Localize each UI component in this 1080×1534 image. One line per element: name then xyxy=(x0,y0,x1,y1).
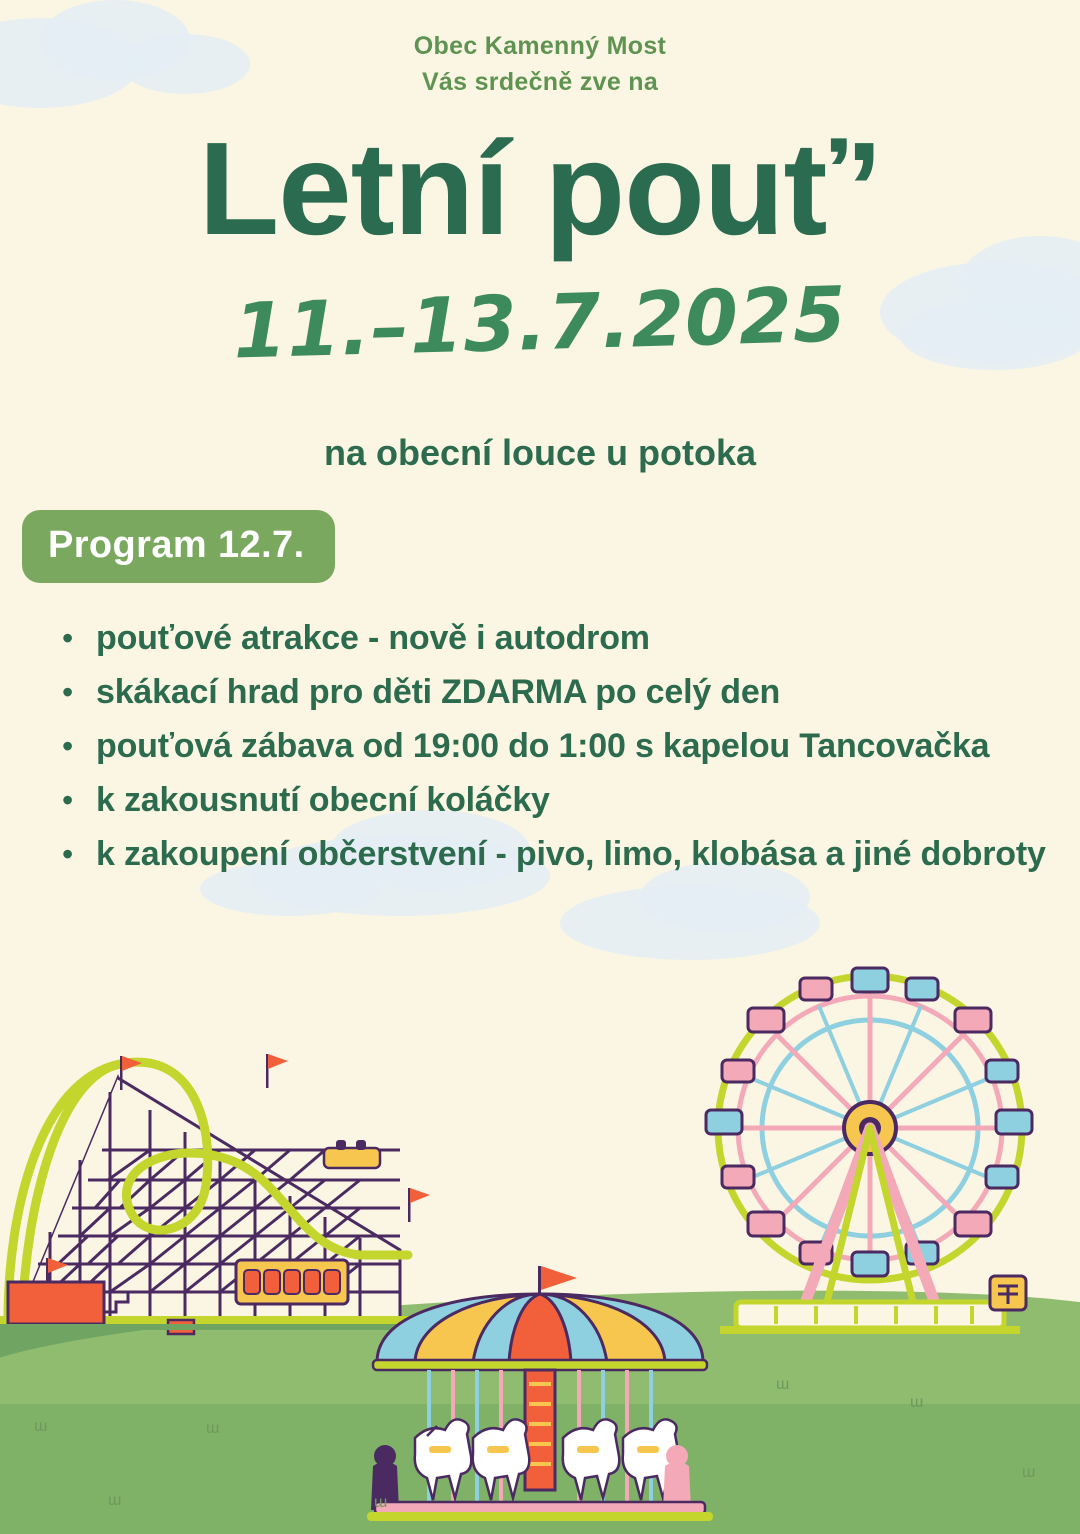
grass-tuft: ɯ xyxy=(206,1420,219,1437)
invitation-line-2: Vás srdečně zve na xyxy=(421,68,659,97)
grass-tuft: ɯ xyxy=(108,1492,121,1509)
list-item xyxy=(62,720,1052,772)
program-list xyxy=(62,612,1052,882)
flag-icon xyxy=(541,1266,577,1290)
ticket-booth-sign xyxy=(990,1276,1026,1310)
invitation-text xyxy=(0,28,1080,101)
grass-tuft: ɯ xyxy=(776,1376,789,1393)
list-item-label: pouťové atrakce - nově i autodrom xyxy=(96,619,650,657)
list-item-label: skákací hrad pro děti ZDARMA po celý den xyxy=(96,673,781,711)
bullet-marker-icon: • xyxy=(62,836,74,872)
list-item xyxy=(62,828,1052,880)
list-item-label: k zakoupení občerstvení - pivo, limo, klobása a jiné dobroty xyxy=(96,835,1046,873)
list-item xyxy=(62,774,1052,826)
event-location: na obecní louce u potoka xyxy=(323,432,757,473)
grass-tuft: ɯ xyxy=(910,1394,923,1411)
grass-tuft: ɯ xyxy=(374,1494,387,1511)
grass-tuft: ɯ xyxy=(34,1418,47,1435)
page-title: Letní pouť’ xyxy=(198,115,882,262)
list-item-label: pouťová zábava od 19:00 do 1:00 s kapelou Tancovačka xyxy=(96,727,990,765)
invitation-line-1: Obec Kamenný Most xyxy=(413,32,667,60)
bullet-marker-icon: • xyxy=(62,674,74,710)
list-item xyxy=(62,612,1052,664)
bullet-marker-icon: • xyxy=(62,728,74,764)
bullet-marker-icon: • xyxy=(62,782,74,818)
list-item-label: k zakousnutí obecní koláčky xyxy=(96,781,550,819)
grass-tuft: ɯ xyxy=(1022,1464,1035,1481)
ferris-wheel-illustration xyxy=(700,960,1040,1360)
list-item xyxy=(62,666,1052,718)
carousel-illustration xyxy=(355,1260,725,1534)
event-dates: 11.–13.7.2025 xyxy=(232,269,848,376)
program-badge: Program 12.7. xyxy=(22,510,335,583)
bullet-marker-icon: • xyxy=(62,620,74,656)
